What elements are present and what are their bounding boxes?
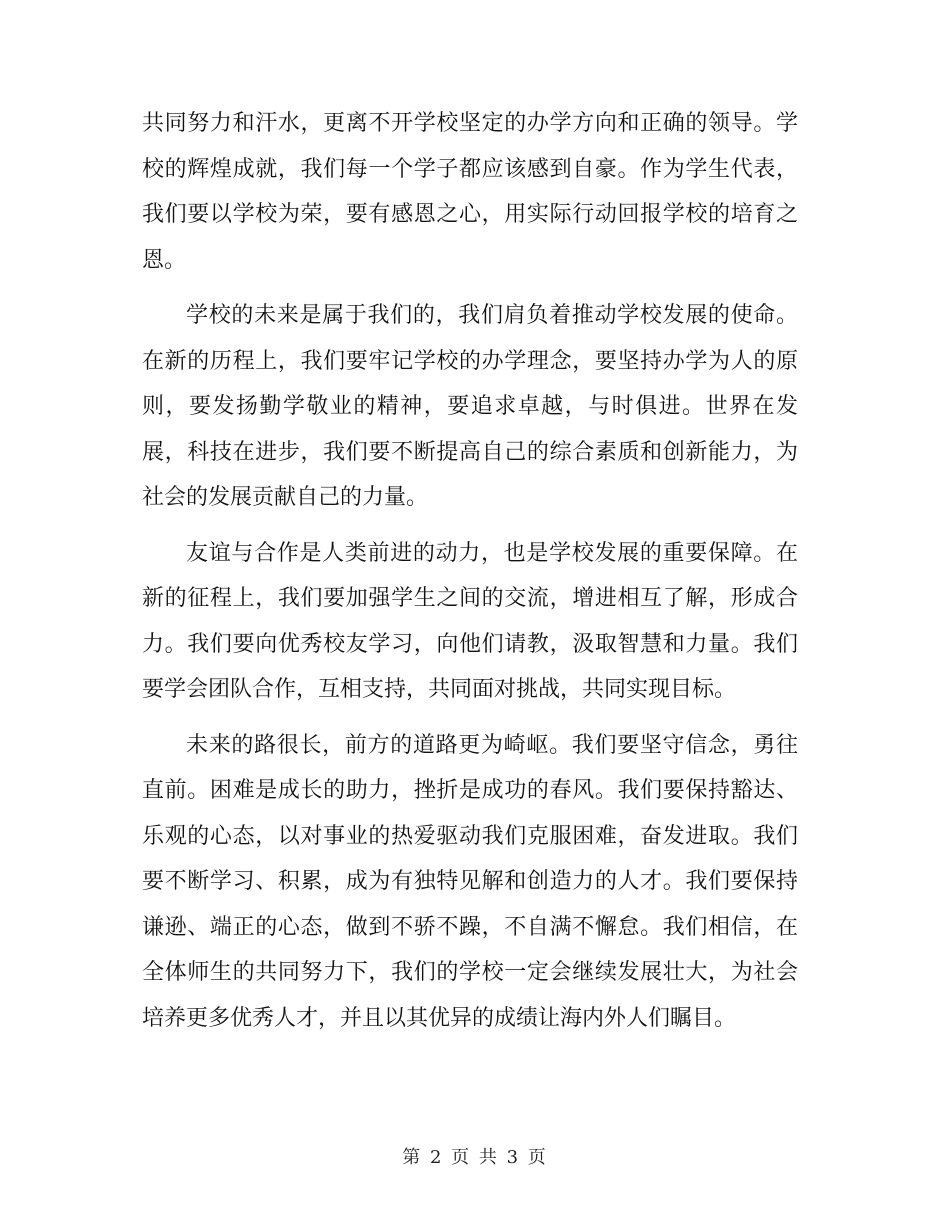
paragraph-1: 共同努力和汗水，更离不开学校坚定的办学方向和正确的领导。学校的辉煌成就，我们每一个学子都应该感到自豪。作为学生代表，我们要以学校为荣，要有感恩之心，用实际行动回报学校的培育之恩。 [142, 111, 798, 273]
paragraph-4: 未来的路很长，前方的道路更为崎岖。我们要坚守信念，勇往直前。困难是成长的助力，挫折是成功的春风。我们要保持豁达、乐观的心态，以对事业的热爱驱动我们克服困难，奋发进取。我们要不断学习、积累，成为有独特见解和创造力的人才。我们要保持谦逊、端正的心态，做到不骄不躁，不自满不懈怠。我们相信，在全体师生的共同努力下，我们的学校一定会继续发展壮大，为社会培养更多优秀人才，并且以其优异的成绩让海内外人们瞩目。 [142, 732, 798, 1031]
paragraph-2: 学校的未来是属于我们的，我们肩负着推动学校发展的使命。在新的历程上，我们要牢记学校的办学理念，要坚持办学为人的原则，要发扬勤学敬业的精神，要追求卓越，与时俱进。世界在发展，科技在进步，我们要不断提高自己的综合素质和创新能力，为社会的发展贡献自己的力量。 [142, 303, 798, 510]
page-number-footer: 第 2 页 共 3 页 [402, 1147, 548, 1168]
body-text [142, 101, 798, 1051]
paragraph-3: 友谊与合作是人类前进的动力，也是学校发展的重要保障。在新的征程上，我们要加强学生之间的交流，增进相互了解，形成合力。我们要向优秀校友学习，向他们请教，汲取智慧和力量。我们要学会团队合作，互相支持，共同面对挑战，共同实现目标。 [142, 540, 798, 702]
